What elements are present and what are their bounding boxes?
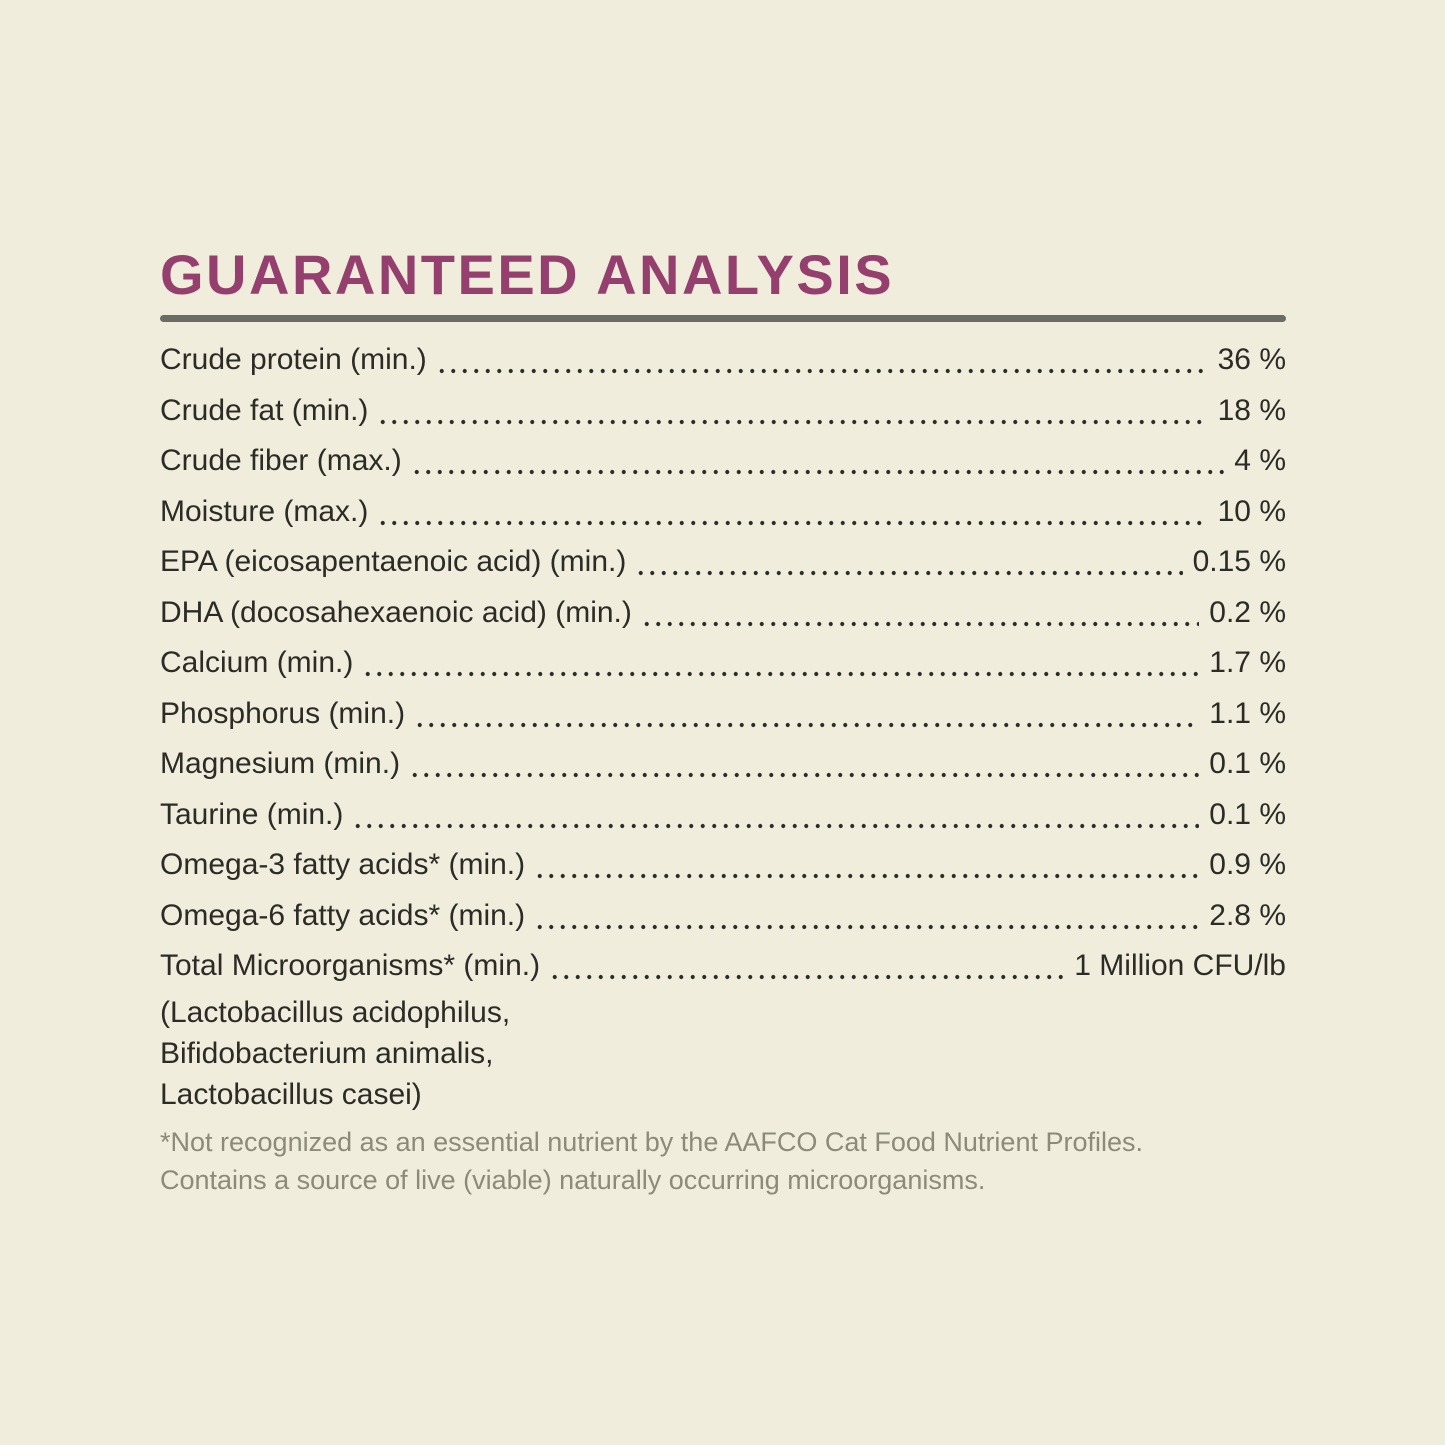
nutrient-value: 2.8 %: [1209, 898, 1286, 932]
dotted-leader: [534, 840, 1199, 891]
dotted-leader: [362, 638, 1199, 689]
nutrient-value: 0.2 %: [1209, 595, 1286, 629]
nutrient-label: Crude fat (min.): [160, 393, 369, 427]
nutrient-label: Phosphorus (min.): [160, 696, 406, 730]
footnote-line: Contains a source of live (viable) naturally occurring microorganisms.: [160, 1164, 986, 1195]
nutrient-label: Crude protein (min.): [160, 343, 427, 376]
nutrient-value: 1.7 %: [1209, 646, 1286, 679]
microorganism-detail-line: Bifidobacterium animalis,: [160, 1036, 494, 1070]
analysis-rows: [160, 335, 1286, 992]
analysis-row: [160, 588, 1286, 639]
nutrient-value: 4 %: [1234, 444, 1286, 477]
dotted-leader: [411, 436, 1225, 487]
nutrient-label: Crude fiber (max.): [160, 444, 402, 477]
nutrient-value: 1.1 %: [1209, 696, 1286, 730]
microorganism-detail-line: Lactobacillus casei): [160, 1077, 422, 1111]
nutrient-label: Total Microorganisms* (min.): [160, 949, 541, 982]
nutrient-label: Moisture (max.): [160, 494, 369, 528]
dotted-leader: [641, 588, 1199, 639]
guaranteed-analysis-section: [160, 243, 1286, 1199]
analysis-row: [160, 941, 1286, 992]
nutrient-label: Magnesium (min.): [160, 747, 401, 780]
microorganism-detail: [160, 992, 1286, 1115]
nutrient-label: Omega-6 fatty acids* (min.): [160, 898, 526, 932]
analysis-row: [160, 739, 1286, 790]
nutrient-value: 0.1 %: [1209, 797, 1286, 831]
section-title: GUARANTEED ANALYSIS: [160, 243, 895, 306]
dotted-leader: [414, 689, 1199, 740]
dotted-leader: [352, 790, 1199, 841]
dotted-leader: [409, 739, 1199, 790]
nutrient-label: Taurine (min.): [160, 797, 344, 831]
dotted-leader: [377, 487, 1207, 538]
microorganism-detail-line: (Lactobacillus acidophilus,: [160, 995, 511, 1029]
nutrient-value: 0.9 %: [1209, 848, 1286, 881]
analysis-row: [160, 335, 1286, 386]
analysis-row: [160, 537, 1286, 588]
nutrient-value: 10 %: [1217, 494, 1286, 528]
footnotes: [160, 1123, 1286, 1199]
dotted-leader: [377, 386, 1207, 437]
nutrient-value: 1 Million CFU/lb: [1074, 949, 1286, 982]
analysis-row: [160, 840, 1286, 891]
nutrient-value: 0.15 %: [1192, 545, 1286, 578]
nutrient-label: EPA (eicosapentaenoic acid) (min.): [160, 545, 627, 578]
nutrient-value: 0.1 %: [1209, 747, 1286, 780]
footnote-line: *Not recognized as an essential nutrient by the AAFCO Cat Food Nutrient Profiles.: [160, 1126, 1143, 1157]
analysis-row: [160, 436, 1286, 487]
nutrient-label: DHA (docosahexaenoic acid) (min.): [160, 595, 632, 629]
dotted-leader: [635, 537, 1182, 588]
nutrient-label: Omega-3 fatty acids* (min.): [160, 848, 526, 881]
analysis-row: [160, 386, 1286, 437]
nutrient-label: Calcium (min.): [160, 646, 354, 679]
analysis-row: [160, 891, 1286, 942]
analysis-row: [160, 638, 1286, 689]
analysis-row: [160, 790, 1286, 841]
nutrient-value: 36 %: [1217, 343, 1286, 376]
dotted-leader: [534, 891, 1199, 942]
title-divider: [160, 315, 1286, 322]
analysis-row: [160, 689, 1286, 740]
nutrient-value: 18 %: [1217, 393, 1286, 427]
dotted-leader: [436, 335, 1208, 386]
analysis-row: [160, 487, 1286, 538]
dotted-leader: [549, 941, 1064, 992]
